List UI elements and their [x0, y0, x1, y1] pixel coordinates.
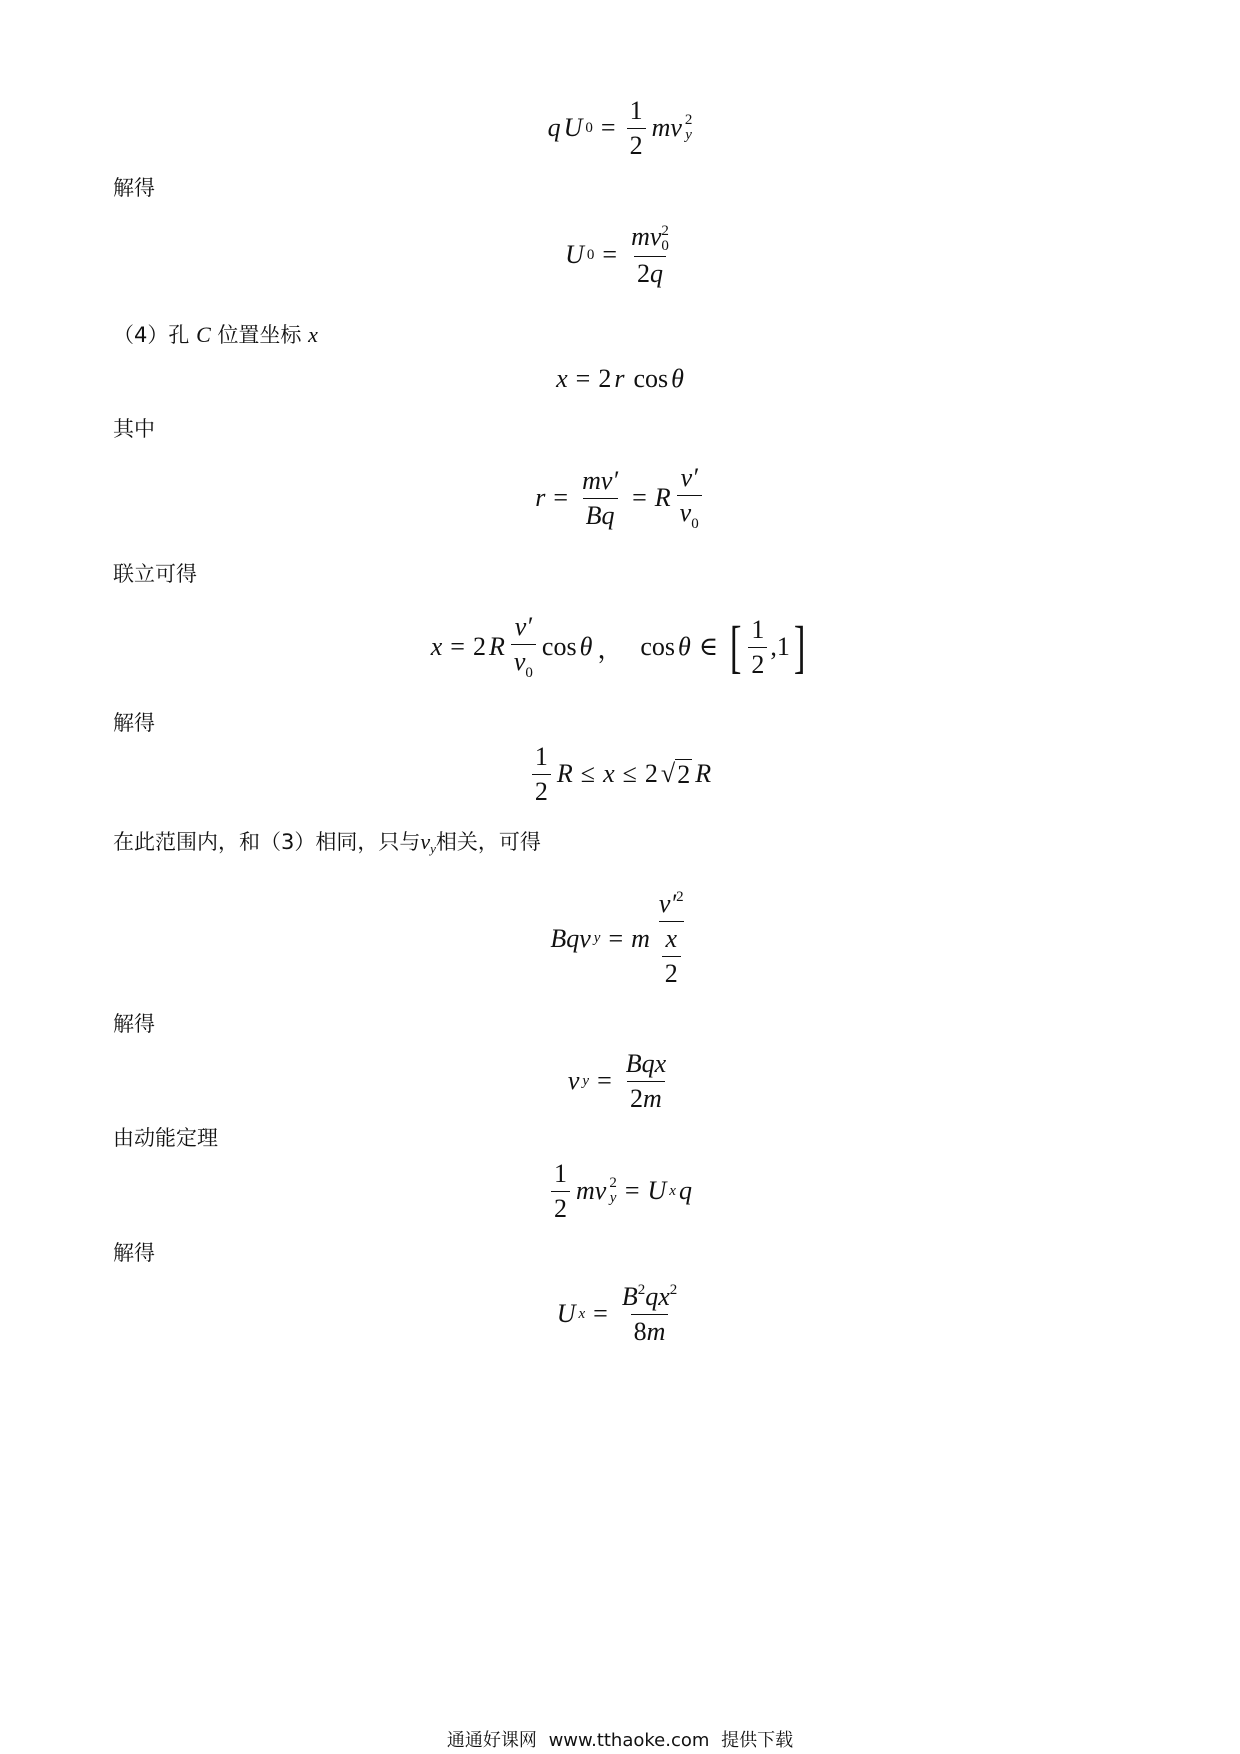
equation-x-position: x = 2 r cos θ: [556, 364, 684, 393]
equation-energy-u0: q U 0 = $\frac{1}{2}$ mv 2 y: [547, 96, 693, 160]
label-where: 其中: [113, 417, 155, 441]
footer-suffix: 提供下载: [721, 1730, 794, 1751]
part4-prefix: （4）孔: [113, 323, 190, 347]
label-solve-4: 解得: [113, 1241, 155, 1265]
range-suffix: 相关，可得: [435, 830, 541, 854]
part4-x: x: [308, 322, 318, 347]
footer-site: 通通好课网: [446, 1730, 537, 1751]
range-sub: y: [430, 841, 436, 856]
label-kinetic-theorem: 由动能定理: [113, 1126, 218, 1150]
label-part4: [113, 319, 318, 349]
label-range-note: [113, 826, 541, 857]
equation-kinetic: $\frac{1}{2}$ mv 2 y = U x q: [0, 1159, 1240, 1224]
footer: [0, 1726, 1240, 1752]
label-solve-3: 解得: [113, 1012, 155, 1036]
label-solve-1: 解得: [113, 176, 155, 200]
equation-x-range: $\frac{1}{2}$ R ≤ x ≤ 2 √ 2 R: [0, 742, 1240, 807]
equation-u0-result: U 0 = mv 2 0 2q: [565, 222, 669, 289]
range-v: v: [420, 829, 431, 854]
equation-ux-result: U x = $\frac{B^2qx^2}{8m}$: [556, 1282, 678, 1346]
footer-url[interactable]: www.tthaoke.com: [548, 1730, 710, 1751]
equation-x-combined: x = 2 R $\frac{v'}{v_0}$ cos θ ， cos θ ∈ [ $\frac{1}{2}$ ,1 ]: [430, 612, 806, 681]
label-solve-2: 解得: [113, 711, 155, 735]
equation-vy: v y = $\frac{\text{Bqx}}{2m}$: [567, 1049, 667, 1113]
part4-C: C: [196, 322, 211, 347]
part4-mid: 位置坐标: [217, 323, 302, 347]
label-combine: 联立可得: [113, 562, 197, 586]
range-prefix: 在此范围内，和（3）相同，只与: [113, 830, 421, 854]
equation-radius: r = $\frac{mv'}{Bq}$ = R $\frac{v'}{v_0}$: [0, 463, 1240, 533]
equation-lorentz: Bqv y = m $\frac{v'^2}{\frac{x}{2}}$: [550, 889, 684, 988]
